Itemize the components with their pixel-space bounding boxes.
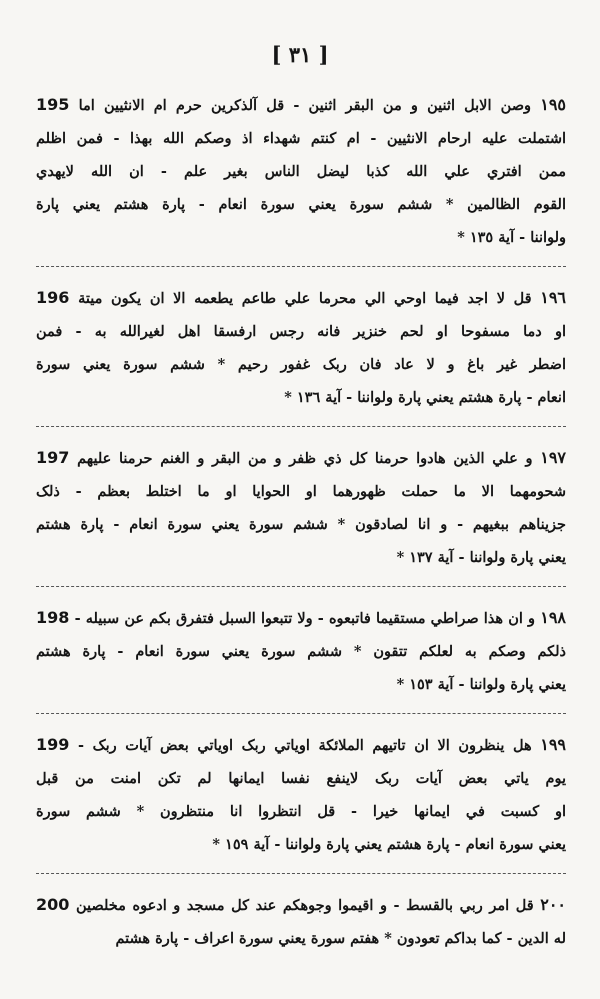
verse-first-line (36, 441, 566, 475)
verse-number-arabic: ١٩٨ (540, 608, 566, 627)
verse-number-latin: 195 (36, 95, 70, 114)
verse-line: او دما مسفوحا او لحم خنزير فانه رجس ارفسقا اهل لغيرالله به - فمن (36, 323, 566, 340)
verse-first-line (36, 601, 566, 635)
verse-first-line (36, 88, 566, 122)
verse-first-line (36, 888, 566, 922)
verse-text: هل ينظرون الا ان تاتيهم الملائكة اوياتي ربک اوياتي بعض آيات ربک - (78, 737, 532, 754)
verse-line: يعني سورة انعام - پارة هشتم يعني پارة ولواننا - آية ١٥٩ * (212, 836, 566, 853)
verse-number-latin: 200 (36, 895, 70, 914)
verse-line: ممن افتري علي الله كذبا ليضل الناس بغير علم - ان الله لايهدي (36, 163, 566, 180)
verse-number-arabic: ١٩٧ (540, 448, 566, 467)
verse-first-line (36, 281, 566, 315)
verse-line: اضطر غير باغ و لا عاد فان ربک غفور رحيم * ششم سورة يعني سورة (36, 356, 566, 373)
verse-entry (36, 728, 566, 874)
page-number: [ ٣١ ] (271, 42, 329, 67)
verse-text: وصن الابل اثنين و من البقر اثنين - قل آلذكرين حرم ام الانثيين اما (78, 97, 532, 114)
verse-entry (36, 601, 566, 714)
verse-line: ذلكم وصكم به لعلكم تتقون * ششم سورة يعني سورة انعام - پارة هشتم (36, 643, 566, 660)
verse-entry (36, 888, 566, 967)
verse-text: قل امر ربي بالقسط - و اقيموا وجوهكم عند كل مسجد و ادعوه مخلصين (76, 897, 534, 914)
verse-number-latin: 198 (36, 608, 70, 627)
verse-line: ولواننا - آية ١٣٥ * (457, 229, 566, 246)
verse-line: القوم الظالمين * ششم سورة يعني سورة انعام - پارة هشتم يعني پارة (36, 196, 566, 213)
verse-number-latin: 197 (36, 448, 70, 467)
verse-text: و ان هذا صراطي مستقيما فاتبعوه - ولا تتبعوا السبل فتفرق بكم عن سبيله - (74, 610, 536, 627)
verse-line: يعني پارة ولواننا - آية ١٣٧ * (396, 549, 566, 566)
verse-entry (36, 441, 566, 587)
verse-number-arabic: ١٩٦ (540, 288, 566, 307)
verse-line: يعني پارة ولواننا - آية ١٥٣ * (396, 676, 566, 693)
verse-number-arabic: ١٩٥ (540, 95, 566, 114)
verse-line: يوم ياتي بعض آيات ربک لاينفع نفسا ايمانها لم تكن امنت من قبل (36, 770, 566, 787)
verse-list (36, 88, 566, 981)
verse-first-line (36, 728, 566, 762)
verse-number-latin: 196 (36, 288, 70, 307)
verse-line: انعام - پارة هشتم يعني پارة ولواننا - آية ١٣٦ * (284, 389, 566, 406)
verse-line: شحومهما الا ما حملت ظهورهما او الحوايا او ما اختلط بعظم - ذلک (36, 483, 566, 500)
verse-line: جزيناهم ببغيهم - و انا لصادقون * ششم سورة يعني سورة انعام - پارة هشتم (36, 516, 566, 533)
verse-line: اشتملت عليه ارحام الانثيين - ام كنتم شهداء اذ وصكم الله بهذا - فمن اظلم (36, 130, 566, 147)
verse-number-arabic: ١٩٩ (540, 735, 566, 754)
verse-number-latin: 199 (36, 735, 70, 754)
verse-text: قل لا اجد فيما اوحي الي محرما علي طاعم يطعمه الا ان يكون ميتة (78, 290, 532, 307)
verse-line: له الدين - كما بداكم تعودون * هفتم سورة يعني سورة اعراف - پارة هشتم (115, 930, 566, 947)
verse-entry (36, 88, 566, 267)
verse-line: او كسبت في ايمانها خيرا - قل انتظروا انا منتظرون * ششم سورة (36, 803, 566, 820)
verse-text: و علي الذين هادوا حرمنا كل ذي ظفر و من البقر و الغنم حرمنا عليهم (77, 450, 533, 467)
verse-entry (36, 281, 566, 427)
verse-number-arabic: ٢٠٠ (540, 895, 566, 914)
